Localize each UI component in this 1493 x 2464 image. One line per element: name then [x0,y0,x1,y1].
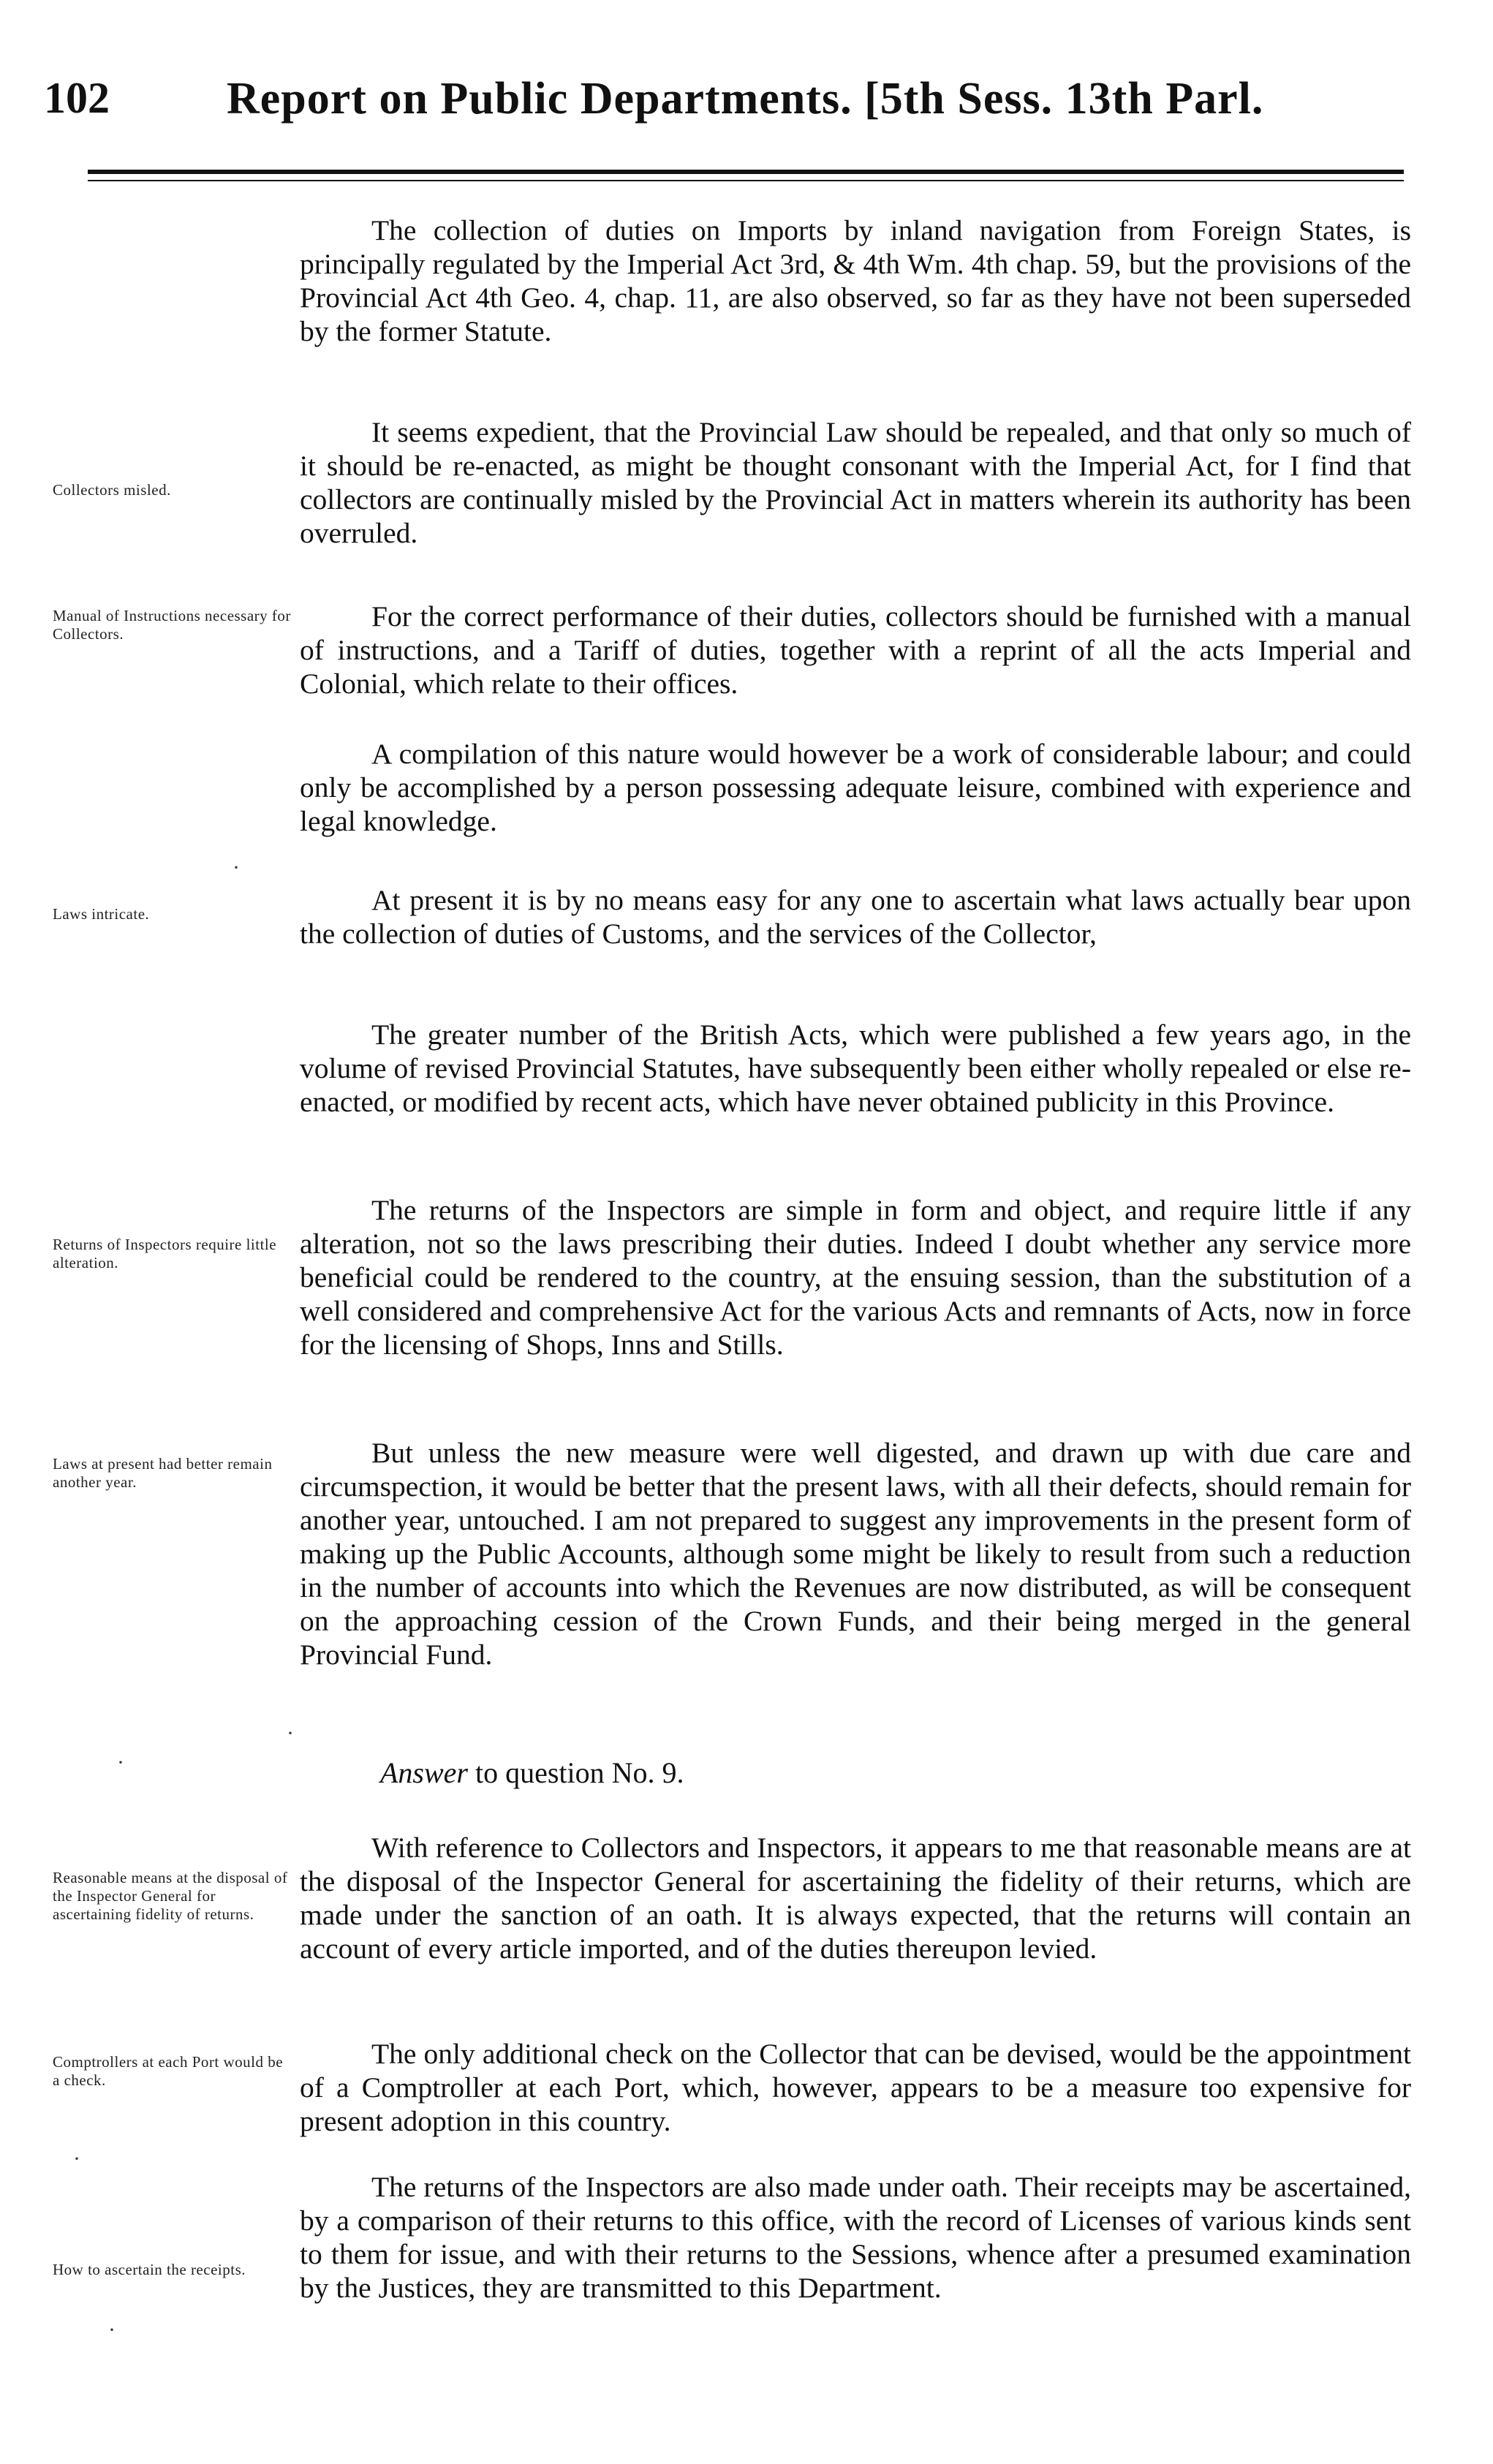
header-rule-thin [88,180,1404,181]
margin-note-manual: Manual of Instructions necessary for Collectors. [53,607,291,643]
paragraph-manual-of-instructions: For the correct performance of their duties, collectors should be furnished with a manual of instructions, and a Tariff of duties, together with a reprint of all the acts Imperial and Colonial, which relate to their offices. [300,600,1411,700]
paragraph-provincial-law-repeal: It seems expedient, that the Provincial Law should be repealed, and that only so much of it should be re-enacted, as might be thought consonant with the Imperial Act, for I find that collectors are continually misled by the Provincial Act in matters wherein its authority has been overruled. [300,416,1411,549]
scan-speck: · [233,855,240,880]
margin-note-reasonable-means: Reasonable means at the disposal of the Inspector General for ascertaining fidelity of returns. [53,1869,288,1923]
header-rule-thick [88,170,1404,174]
paragraph-inspector-returns: The returns of the Inspectors are simple in form and object, and require little if any alteration, not so the laws prescribing their duties. Indeed I doubt whether any service more beneficial could be rendered to the country, at the ensuing session, than the substitution of a well considered and comprehensive Act for the various Acts and remnants of Acts, now in force for the licensing of Shops, Inns and Stills. [300,1194,1411,1361]
margin-note-collectors-misled: Collectors misled. [53,481,171,499]
margin-note-comptrollers: Comptrollers at each Port would be a check. [53,2053,284,2089]
page-number: 102 [44,74,110,122]
scan-speck: · [73,2147,80,2171]
running-title: Report on Public Departments. [5th Sess. 13th Parl. [227,74,1264,124]
paragraph-new-measure: But unless the new measure were well digested, and drawn up with due care and circumspection, it would be better that the present laws, with all their defects, should remain for another year, untouched. I am not prepared to suggest any improvements in the present form of making up the Public Accounts, although some might be likely to result from such a reduction in the number of accounts into which the Revenues are now distributed, as will be consequent on the approaching cession of the Crown Funds, and their being merged in the general Provincial Fund. [300,1437,1411,1671]
scan-speck: · [108,2318,116,2342]
answer-heading-lead: Answer [380,1756,468,1789]
margin-note-laws-remain: Laws at present had better remain another year. [53,1455,273,1491]
scan-speck: · [117,1750,124,1775]
margin-note-laws-intricate: Laws intricate. [53,905,150,923]
answer-heading [380,1756,684,1790]
paragraph-british-acts: The greater number of the British Acts, which were published a few years ago, in the volume of revised Provincial Statutes, have subsequently been either wholly repealed or else re-enacted, or modified by recent acts, which have never obtained publicity in this Province. [300,1019,1411,1118]
paragraph-compilation: A compilation of this nature would however be a work of considerable labour; and could only be accomplished by a person possessing adequate leisure, combined with experience and legal knowledge. [300,738,1411,837]
answer-heading-rest: to question No. 9. [475,1756,684,1789]
scan-speck: · [287,1721,294,1745]
paragraph-inspectors-oath: The returns of the Inspectors are also made under oath. Their receipts may be ascertained, by a comparison of their returns to this office, with the record of Licenses of various kinds sent to them for issue, and with their returns to the Sessions, whence after a presumed examination by the Justices, they are transmitted to this Department. [300,2171,1411,2304]
margin-note-returns-of-inspectors: Returns of Inspectors require little alteration. [53,1236,277,1271]
page-header [44,73,1433,132]
paragraph-imports-collection: The collection of duties on Imports by inland navigation from Foreign States, is principally regulated by the Imperial Act 3rd, & 4th Wm. 4th chap. 59, but the provisions of the Provincial Act 4th Geo. 4, chap. 11, are also observed, so far as they have not been superseded by the former Statute. [300,214,1411,347]
paragraph-laws-intricate: At present it is by no means easy for any one to ascertain what laws actually bear upon the collection of duties of Customs, and the services of the Collector, [300,884,1411,950]
paragraph-collectors-and-inspectors: With reference to Collectors and Inspectors, it appears to me that reasonable means are at the disposal of the Inspector General for ascertaining the fidelity of their returns, which are made under the sanction of an oath. It is always expected, that the returns will contain an account of every article imported, and of the duties thereupon levied. [300,1832,1411,1965]
margin-note-how-to-ascertain: How to ascertain the receipts. [53,2261,246,2278]
paragraph-comptroller: The only additional check on the Collector that can be devised, would be the appointment of a Comptroller at each Port, which, however, appears to be a measure too expensive for present adoption in this country. [300,2038,1411,2137]
